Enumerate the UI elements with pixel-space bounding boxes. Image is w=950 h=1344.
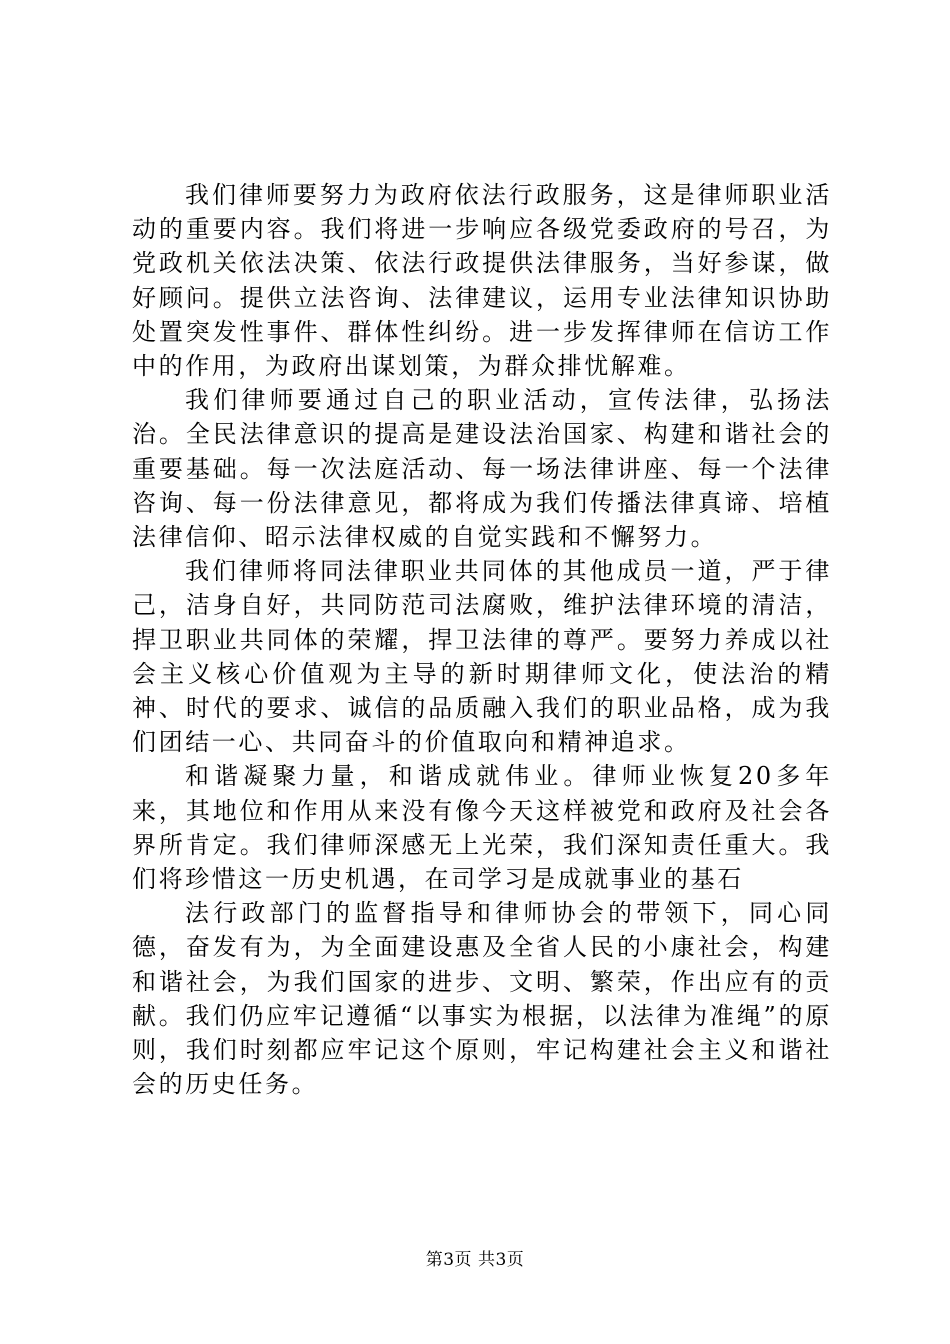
paragraph-4: 和谐凝聚力量，和谐成就伟业。律师业恢复20多年来，其地位和作用从来没有像今天这样被党和政府及社会各界所肯定。我们律师深感无上光荣，我们深知责任重大。我们将珍惜这一历史机遇，在司学习是成就事业的基石 (132, 762, 832, 894)
document-body (132, 178, 832, 1101)
paragraph-2: 我们律师要通过自己的职业活动，宣传法律，弘扬法治。全民法律意识的提高是建设法治国家、构建和谐社会的重要基础。每一次法庭活动、每一场法律讲座、每一个法律咨询、每一份法律意见，都将成为我们传播法律真谛、培植法律信仰、昭示法律权威的自觉实践和不懈努力。 (132, 386, 832, 552)
paragraph-5: 法行政部门的监督指导和律师协会的带领下，同心同德，奋发有为，为全面建设惠及全省人民的小康社会，构建和谐社会，为我们国家的进步、文明、繁荣，作出应有的贡献。我们仍应牢记遵循“以事实为根据，以法律为准绳”的原则，我们时刻都应牢记这个原则，牢记构建社会主义和谐社会的历史任务。 (132, 899, 832, 1099)
page-number-footer: 第3页 共3页 (425, 1250, 525, 1270)
paragraph-3: 我们律师将同法律职业共同体的其他成员一道，严于律己，洁身自好，共同防范司法腐败，维护法律环境的清洁，捍卫职业共同体的荣耀，捍卫法律的尊严。要努力养成以社会主义核心价值观为主导的新时期律师文化，使法治的精神、时代的要求、诚信的品质融入我们的职业品格，成为我们团结一心、共同奋斗的价值取向和精神追求。 (132, 557, 832, 757)
paragraph-1: 我们律师要努力为政府依法行政服务，这是律师职业活动的重要内容。我们将进一步响应各级党委政府的号召，为党政机关依法决策、依法行政提供法律服务，当好参谋，做好顾问。提供立法咨询、法律建议，运用专业法律知识协助处置突发性事件、群体性纠纷。进一步发挥律师在信访工作中的作用，为政府出谋划策，为群众排忧解难。 (132, 181, 832, 381)
